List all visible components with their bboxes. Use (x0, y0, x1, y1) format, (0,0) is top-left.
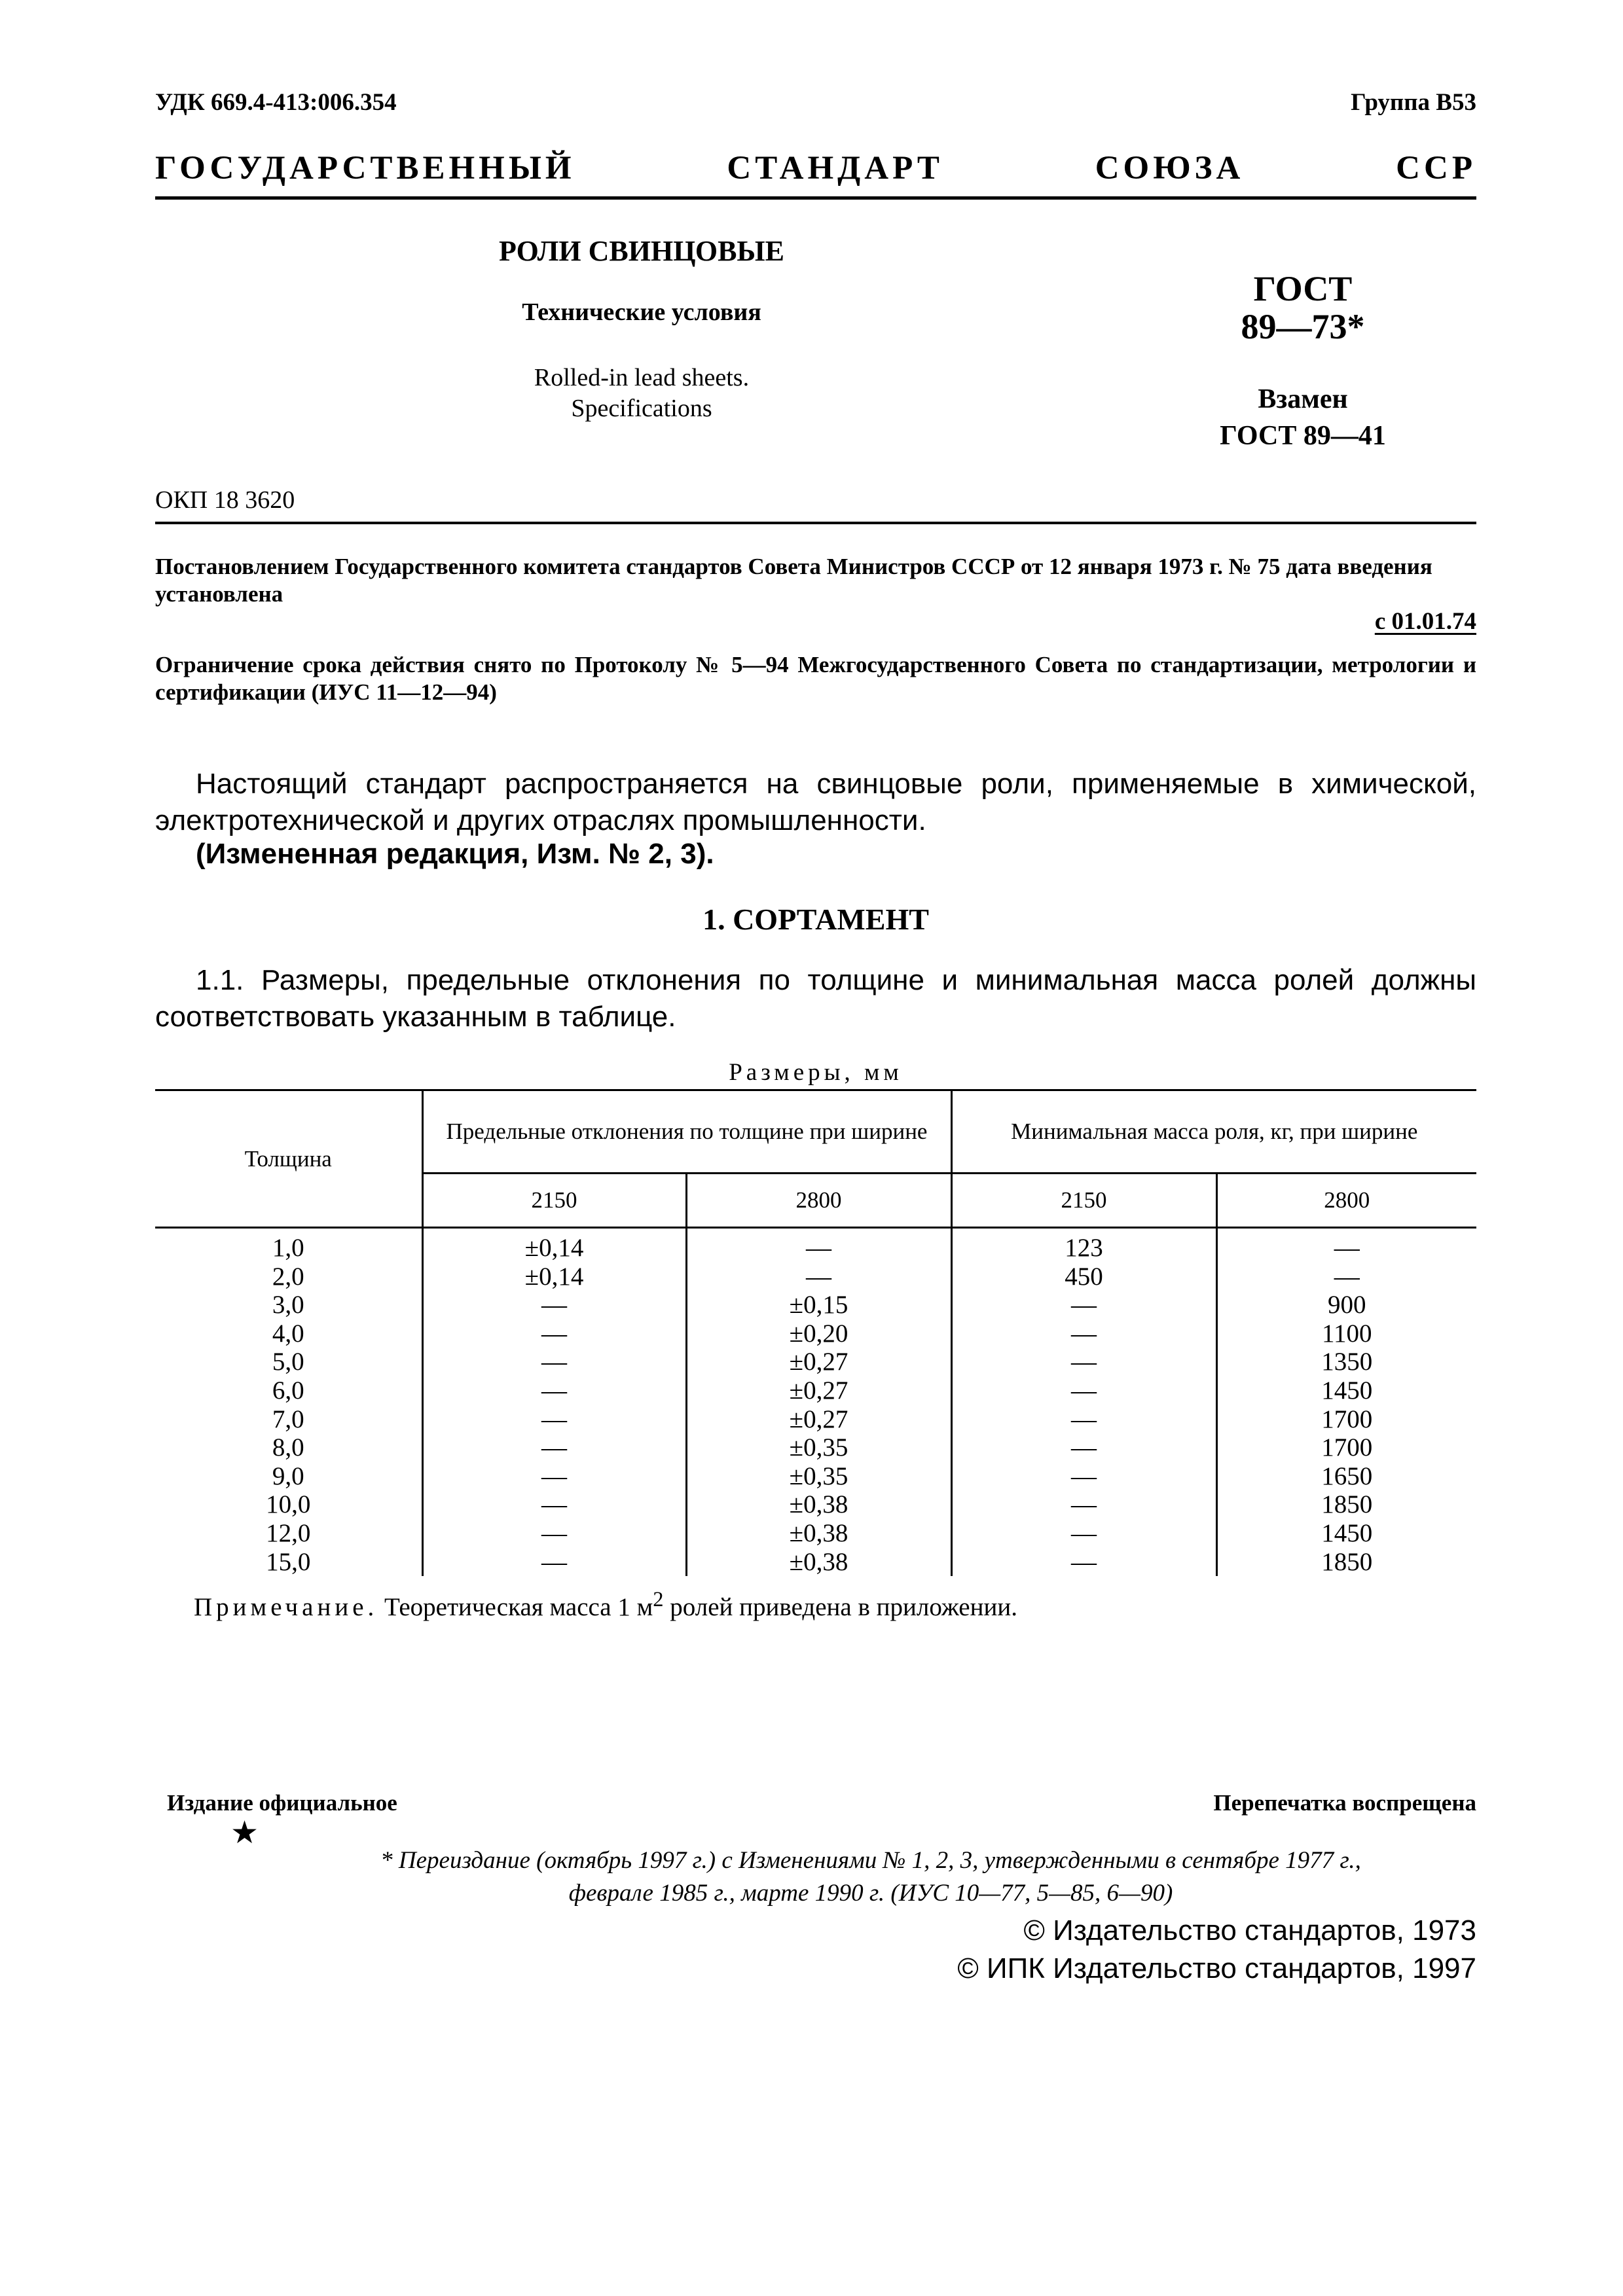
note-text: Теоретическая масса 1 м (384, 1593, 653, 1621)
copyright-1973: © Издательство стандартов, 1973 (1023, 1914, 1476, 1946)
cell-dev-2150: — (422, 1348, 686, 1376)
cell-mass-2800: — (1334, 1262, 1360, 1291)
table-row (155, 1548, 1476, 1577)
official-edition-label: Издание официальное (167, 1790, 397, 1816)
cell-dev-2150: — (422, 1376, 686, 1405)
dimensions-table (155, 1089, 1476, 1576)
replaces-value: ГОСТ 89—41 (1220, 421, 1386, 451)
cell-mass-2800: 1100 (1321, 1319, 1372, 1348)
cell-dev-2800: ±0,27 (686, 1348, 951, 1376)
cell-mass-2150: — (951, 1433, 1216, 1462)
restriction-text: Ограничение срока действия снято по Протоколу № 5—94 Межгосударственного Совета по стандартизации, метрологии и сертификации (ИУС 11—12—94) (155, 652, 1476, 705)
table-caption: Размеры, мм (729, 1059, 903, 1086)
cell-dev-2150: — (422, 1548, 686, 1577)
cell-thickness: 5,0 (155, 1348, 422, 1376)
cell-mass-2150: — (951, 1348, 1216, 1376)
cell-mass-2800: 1700 (1321, 1433, 1373, 1462)
decree-text: Постановлением Государственного комитета стандартов Совета Министров СССР от 12 января 1973 г. № 75 дата введения установлена (155, 554, 1432, 607)
header-width: 2150 (951, 1174, 1216, 1228)
cell-mass-2800: 1850 (1321, 1547, 1373, 1576)
cell-dev-2800: ±0,20 (686, 1319, 951, 1348)
cell-mass-2150: — (951, 1319, 1216, 1348)
cell-mass-2150: 123 (951, 1228, 1216, 1263)
header-deviation: Предельные отклонения по толщине при ширине (422, 1090, 951, 1174)
note-superscript: 2 (653, 1588, 664, 1611)
cell-thickness: 2,0 (155, 1263, 422, 1291)
cell-dev-2150: — (422, 1291, 686, 1319)
copyright-1997: © ИПК Издательство стандартов, 1997 (957, 1952, 1476, 1984)
cell-dev-2800: ±0,27 (686, 1405, 951, 1434)
scope-amendment: (Измененная редакция, Изм. № 2, 3). (196, 838, 714, 870)
cell-dev-2800: ±0,35 (686, 1462, 951, 1491)
table-row (155, 1263, 1476, 1291)
cell-thickness: 1,0 (155, 1228, 422, 1263)
gost-label: ГОСТ (1253, 269, 1353, 308)
effective-date: с 01.01.74 (1374, 608, 1476, 635)
table-row (155, 1490, 1476, 1519)
reprint-prohibited-label: Перепечатка воспрещена (1213, 1790, 1476, 1816)
state-header-word: ССР (1396, 150, 1476, 187)
document-title: РОЛИ СВИНЦОВЫЕ (498, 235, 784, 267)
gost-value: 89—73* (1241, 307, 1365, 346)
cell-dev-2800: ±0,38 (686, 1490, 951, 1519)
reissue-line: * Переиздание (октябрь 1997 г.) с Изменениями № 1, 2, 3, утвержденными в сентябре 1977 г., (380, 1847, 1361, 1874)
header-width: 2800 (1216, 1174, 1476, 1228)
english-title-line1: Rolled-in lead sheets. (534, 364, 750, 391)
group-code: Группа В53 (1351, 89, 1476, 116)
cell-mass-2150: — (951, 1548, 1216, 1577)
cell-mass-2150: 450 (951, 1263, 1216, 1291)
section-heading: 1. СОРТАМЕНТ (702, 903, 929, 936)
cell-thickness: 12,0 (155, 1519, 422, 1548)
cell-mass-2150: — (951, 1519, 1216, 1548)
state-header-word: СОЮЗА (1095, 150, 1245, 187)
table-row (155, 1519, 1476, 1548)
state-header-word: СТАНДАРТ (727, 150, 943, 187)
cell-mass-2800: 1650 (1321, 1462, 1373, 1490)
cell-mass-2800: 1450 (1321, 1376, 1373, 1405)
cell-dev-2150: — (422, 1405, 686, 1434)
header-width: 2150 (422, 1174, 686, 1228)
document-subtitle: Технические условия (522, 298, 761, 326)
state-header-word: ГОСУДАРСТВЕННЫЙ (155, 150, 575, 187)
note-text-end: ролей приведена в приложении. (663, 1593, 1017, 1621)
header-rule (155, 196, 1476, 200)
table-row (155, 1405, 1476, 1434)
cell-mass-2800: — (1334, 1234, 1360, 1262)
cell-thickness: 15,0 (155, 1548, 422, 1577)
cell-mass-2800: 1850 (1321, 1490, 1373, 1519)
english-title-line2: Specifications (571, 395, 712, 422)
cell-thickness: 6,0 (155, 1376, 422, 1405)
cell-thickness: 4,0 (155, 1319, 422, 1348)
cell-thickness: 7,0 (155, 1405, 422, 1434)
cell-mass-2150: — (951, 1490, 1216, 1519)
star-icon: ★ (230, 1816, 259, 1850)
cell-dev-2800: ±0,38 (686, 1548, 951, 1577)
gost-number (1178, 270, 1427, 346)
table-row (155, 1348, 1476, 1376)
header-mass: Минимальная масса роля, кг, при ширине (951, 1090, 1476, 1174)
cell-dev-2150: ±0,14 (422, 1263, 686, 1291)
table-row (155, 1433, 1476, 1462)
cell-dev-2800: — (686, 1228, 951, 1263)
cell-mass-2800: 1350 (1321, 1348, 1373, 1376)
header-width: 2800 (686, 1174, 951, 1228)
cell-dev-2150: — (422, 1490, 686, 1519)
scope-paragraph: Настоящий стандарт распространяется на свинцовые роли, применяемые в химической, электротехнической и других отраслях промышленности. (155, 768, 1476, 836)
table-row (155, 1291, 1476, 1319)
reissue-line: феврале 1985 г., марте 1990 г. (ИУС 10—77, 5—85, 6—90) (568, 1880, 1173, 1907)
cell-mass-2150: — (951, 1405, 1216, 1434)
table-note (194, 1588, 1017, 1622)
table-row (155, 1319, 1476, 1348)
cell-dev-2150: — (422, 1319, 686, 1348)
table-row (155, 1376, 1476, 1405)
cell-dev-2150: — (422, 1433, 686, 1462)
header-thickness: Толщина (155, 1090, 422, 1228)
cell-dev-2800: ±0,38 (686, 1519, 951, 1548)
cell-dev-2800: ±0,35 (686, 1433, 951, 1462)
cell-thickness: 9,0 (155, 1462, 422, 1491)
udk-code: УДК 669.4-413:006.354 (155, 89, 397, 116)
reissue-note (262, 1844, 1480, 1910)
cell-dev-2800: ±0,27 (686, 1376, 951, 1405)
cell-mass-2150: — (951, 1291, 1216, 1319)
note-label: Примечание. (194, 1593, 378, 1621)
cell-mass-2800: 1450 (1321, 1518, 1373, 1547)
cell-dev-2150: — (422, 1519, 686, 1548)
state-standard-header (155, 149, 1476, 187)
cell-dev-2800: — (686, 1263, 951, 1291)
cell-mass-2800: 1700 (1321, 1405, 1373, 1433)
cell-thickness: 10,0 (155, 1490, 422, 1519)
cell-dev-2150: ±0,14 (422, 1228, 686, 1263)
cell-thickness: 8,0 (155, 1433, 422, 1462)
table-row (155, 1228, 1476, 1263)
okp-rule (155, 522, 1476, 524)
cell-dev-2150: — (422, 1462, 686, 1491)
replaces-label: Взамен (1258, 384, 1348, 414)
table-row (155, 1462, 1476, 1491)
cell-dev-2800: ±0,15 (686, 1291, 951, 1319)
cell-thickness: 3,0 (155, 1291, 422, 1319)
cell-mass-2150: — (951, 1376, 1216, 1405)
cell-mass-2150: — (951, 1462, 1216, 1491)
cell-mass-2800: 900 (1328, 1291, 1366, 1319)
paragraph-1-1: 1.1. Размеры, предельные отклонения по толщине и минимальная масса ролей должны соответствовать указанным в таблице. (155, 964, 1476, 1033)
okp-code: ОКП 18 3620 (155, 486, 295, 514)
